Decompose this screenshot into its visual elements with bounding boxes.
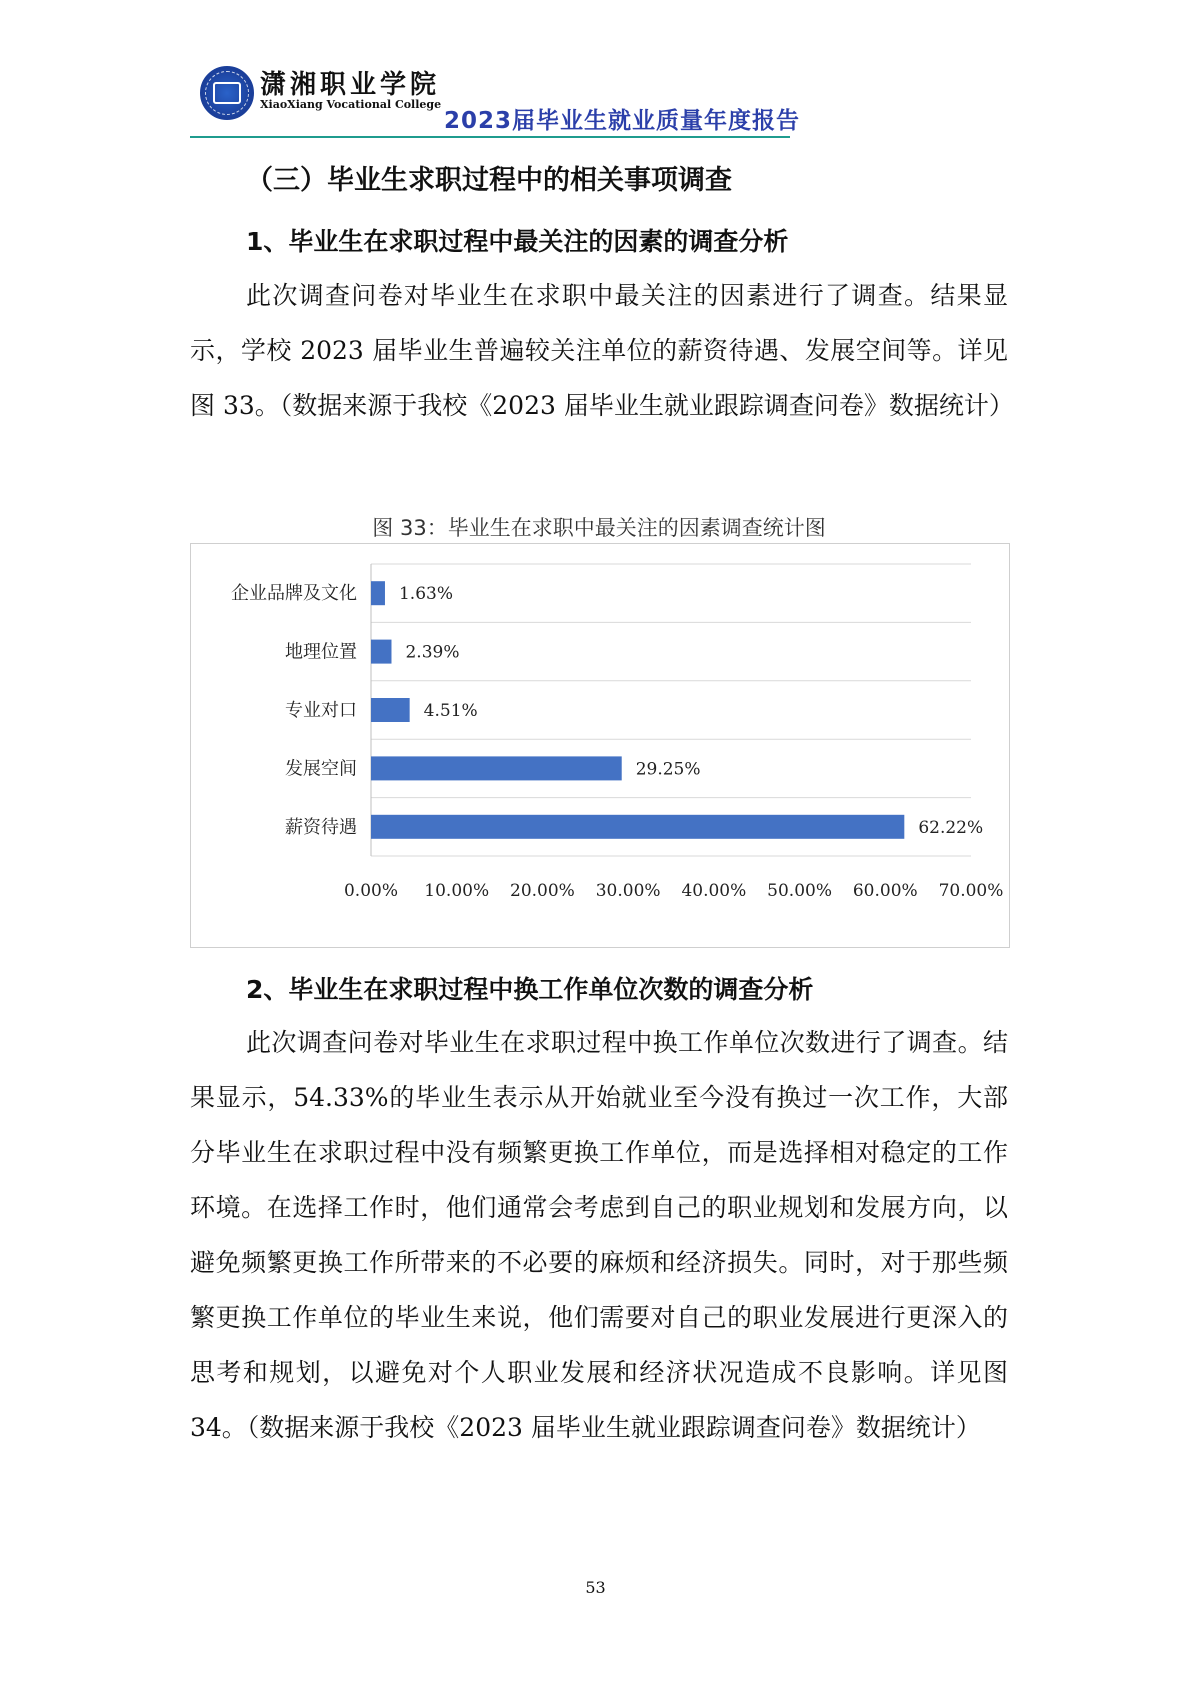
bar-0 <box>371 581 385 605</box>
x-tick-label-1: 10.00% <box>424 881 490 901</box>
school-name-en: XiaoXiang Vocational College <box>260 98 442 111</box>
bar-3 <box>371 756 622 780</box>
subsection-2-heading: 2、毕业生在求职过程中换工作单位次数的调查分析 <box>246 975 814 1004</box>
header-divider <box>190 136 790 138</box>
x-tick-label-5: 50.00% <box>767 881 832 901</box>
value-label-0: 1.63% <box>398 584 453 605</box>
x-tick-label-4: 40.00% <box>681 881 747 901</box>
bar-1 <box>371 640 391 664</box>
category-label-3: 发展空间 <box>285 758 357 780</box>
x-tick-label-3: 30.00% <box>595 881 661 901</box>
school-name-cn: 潇湘职业学院 <box>260 70 441 100</box>
bar-2 <box>371 698 410 722</box>
category-label-1: 地理位置 <box>285 641 357 663</box>
chart-svg <box>191 544 1011 949</box>
bar-4 <box>371 815 904 839</box>
subsection-2-paragraph: 此次调查问卷对毕业生在求职过程中换工作单位次数进行了调查。结果显示，54.33%的毕业生表示从开始就业至今没有换过一次工作，大部分毕业生在求职过程中没有频繁更换工作单位，而是选择相对稳定的工作环境。在选择工作时，他们通常会考虑到自己的职业规划和发展方向，以避免频繁更换工作所带来的不必要的麻烦和经济损失。同时，对于那些频繁更换工作单位的毕业生来说，他们需要对自己的职业发展进行更深入的思考和规划，以避免对个人职业发展和经济状况造成不良影响。详见图 34。（数据来源于我校《2023 届毕业生就业跟踪调查问卷》数据统计） <box>190 1028 1008 1442</box>
school-logo <box>200 66 254 120</box>
subsection-1-paragraph: 此次调查问卷对毕业生在求职中最关注的因素进行了调查。结果显示，学校 2023 届毕业生普遍较关注单位的薪资待遇、发展空间等。详见图 33。（数据来源于我校《2023 届毕业生就业跟踪调查问卷》数据统计） <box>190 281 1014 420</box>
value-label-2: 4.51% <box>423 701 478 721</box>
x-tick-label-7: 70.00% <box>938 881 1004 901</box>
logo-emblem <box>213 82 241 104</box>
value-label-1: 2.39% <box>405 642 460 663</box>
x-tick-label-0: 0.00% <box>343 881 399 901</box>
category-label-4: 薪资待遇 <box>285 816 357 838</box>
figure-caption: 图 33：毕业生在求职中最关注的因素调查统计图 <box>372 516 826 540</box>
page-number: 53 <box>585 1578 606 1597</box>
bar-chart <box>190 543 1010 948</box>
category-label-2: 专业对口 <box>285 700 357 721</box>
value-label-4: 62.22% <box>918 817 984 838</box>
report-title: 2023届毕业生就业质量年度报告 <box>444 108 801 134</box>
page-header <box>190 58 801 138</box>
category-label-0: 企业品牌及文化 <box>231 583 357 605</box>
x-tick-label-2: 20.00% <box>510 881 575 901</box>
subsection-1-heading: 1、毕业生在求职过程中最关注的因素的调查分析 <box>246 227 789 256</box>
x-tick-label-6: 60.00% <box>852 881 918 901</box>
value-label-3: 29.25% <box>635 759 701 780</box>
section-heading: （三）毕业生求职过程中的相关事项调查 <box>246 165 732 196</box>
